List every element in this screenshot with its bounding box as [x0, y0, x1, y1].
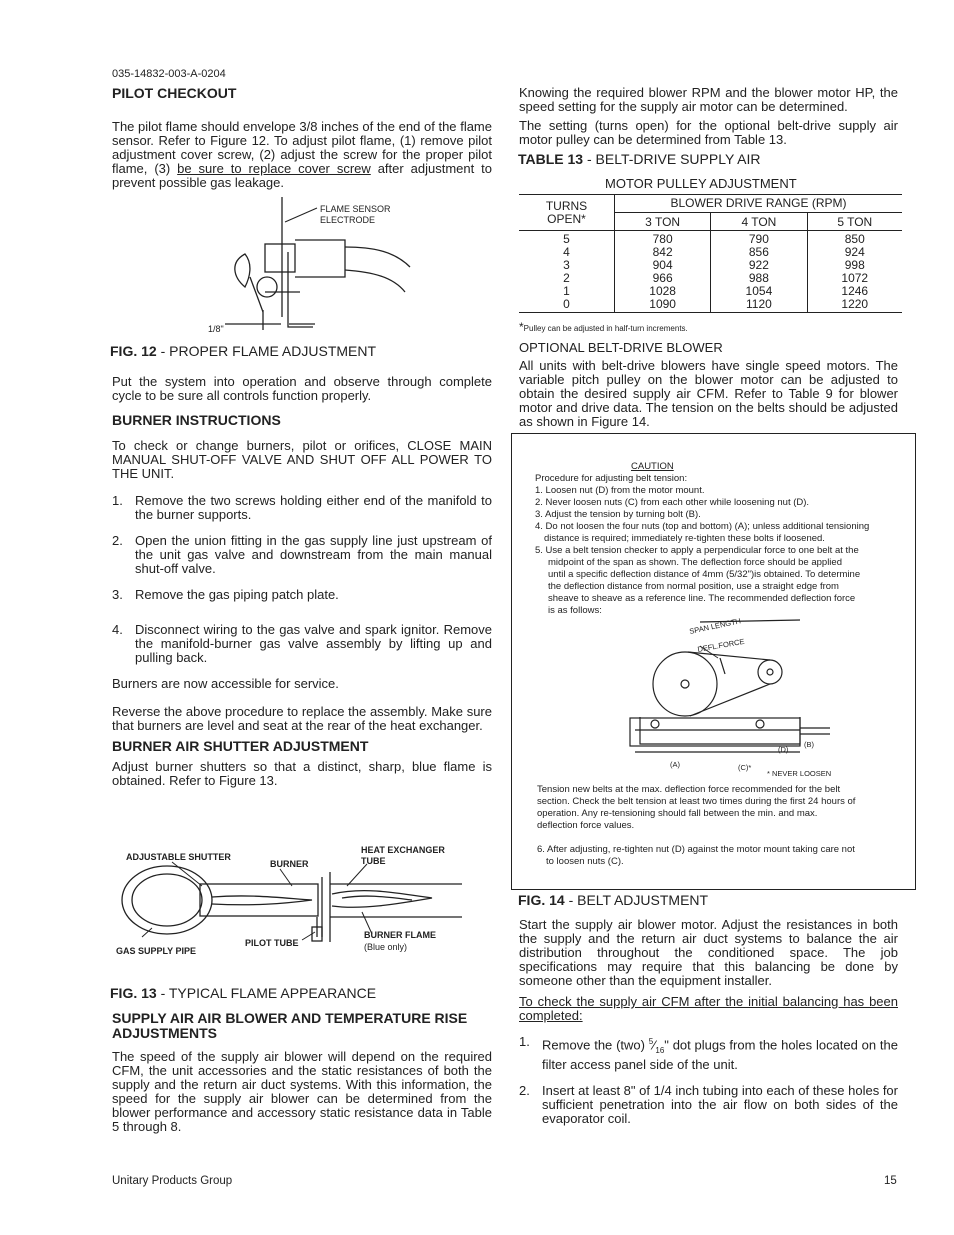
- right-column-optional: [519, 341, 898, 429]
- col-5ton-values: 850 924 998 1072 1246 1220: [807, 231, 902, 313]
- fig14-step: 4. Do not loosen the four nuts (top and bottom) (A); unless additional tensioning: [535, 521, 870, 532]
- optional-paragraph: All units with belt-drive blowers have single speed motors. The variable pitch pulley on the blower motor can be adjusted to obtain the desired supply air CFM. Refer to Table 9 for blower motor and drive data. The tension on the belts should be adjusted as shown in Figure 14.: [519, 358, 898, 429]
- turns-column: 5 4 3 2 1 0: [563, 232, 570, 311]
- fig14-text-top: [535, 461, 905, 617]
- fig12-flame-sensor-diagram: [205, 192, 415, 337]
- pilot-checkout-heading: PILOT CHECKOUT: [112, 85, 237, 101]
- turns-open-header: TURNS OPEN*: [545, 199, 588, 226]
- check-cfm-paragraph: To check the supply air CFM after the initial balancing has been completed:: [519, 994, 898, 1023]
- footer-left: Unitary Products Group: [112, 1175, 233, 1187]
- supply-paragraph: The speed of the supply air blower will depend on the required CFM, the unit accessories and the static resistances of both the supply and the return air duct systems. With this information, the speed for the supply air blower can be determined from the blower performance and accessory static resistance data in Table 5 through 8.: [112, 1049, 492, 1134]
- blower-drive-range-header: BLOWER DRIVE RANGE (RPM): [615, 195, 903, 213]
- fig12-sensor-label: FLAME SENSOR: [320, 204, 391, 214]
- list-item: 3. Remove the gas piping patch plate.: [112, 587, 339, 602]
- list-item: 2. Open the union fitting in the gas supply line just upstream of the unit gas valve and downstream from the main manual shut-off valve.: [112, 533, 492, 576]
- caution-label: CAUTION: [631, 461, 674, 472]
- label-a: (A): [670, 760, 680, 769]
- page-number: 15: [884, 1175, 897, 1187]
- burner-steps-list: [112, 494, 492, 665]
- step6-line: 6. After adjusting, re-tighten nut (D) against the motor mount taking care not: [537, 844, 855, 855]
- left-column: [112, 86, 492, 190]
- fig14-step: the deflection distance from normal position, use a straight edge from: [548, 581, 839, 592]
- fig13-shutter-label: ADJUSTABLE SHUTTER: [126, 852, 231, 862]
- right-column-top: [519, 86, 898, 147]
- left-column-bottom: [112, 1011, 492, 1134]
- knowing-paragraph: Knowing the required blower RPM and the blower motor HP, the speed setting for the supply air motor can be determined.: [519, 85, 898, 114]
- fig13-caption: FIG. 13 - TYPICAL FLAME APPEARANCE: [110, 985, 377, 1001]
- fig14-caption: FIG. 14 - BELT ADJUSTMENT: [518, 892, 709, 908]
- span-length-label: SPAN LENGTH: [688, 616, 742, 636]
- col-header-3ton: 3 TON: [615, 213, 711, 231]
- step6-line: to loosen nuts (C).: [546, 856, 624, 867]
- label-b: (B): [804, 740, 814, 749]
- fig12-electrode-label: ELECTRODE: [320, 215, 376, 225]
- fig14-step: is as follows:: [548, 605, 602, 616]
- table13: [519, 194, 902, 313]
- col-3ton-values: 780 842 904 966 1028 1090: [615, 231, 711, 313]
- supply-air-heading: SUPPLY AIR AIR BLOWER AND TEMPERATURE RISE ADJUSTMENTS: [112, 1010, 468, 1041]
- fig14-text-bottom: [537, 784, 907, 868]
- fig14-step: 2. Never loosen nuts (C) from each other while loosening nut (D).: [535, 497, 810, 508]
- accessible-paragraph: Burners are now accessible for service.: [112, 676, 339, 691]
- table13-caption: TABLE 13 - BELT-DRIVE SUPPLY AIR: [518, 151, 761, 167]
- fig13-burner-flame-label: BURNER FLAME: [364, 930, 436, 940]
- label-c: (C)*: [738, 763, 752, 772]
- setting-paragraph: The setting (turns open) for the optional belt-drive supply air motor pulley can be determined from Table 13.: [519, 118, 898, 147]
- fig14-step: 5. Use a belt tension checker to apply a perpendicular force to one belt at the: [535, 545, 859, 556]
- fig13-blue-only-label: (Blue only): [364, 942, 408, 952]
- label-d: (D): [778, 745, 789, 754]
- list-item: 1. Remove the two screws holding either end of the manifold to the burner supports.: [112, 493, 492, 522]
- fig14-step: until a specific deflection distance of 4mm (5/32")is obtained. To determine: [548, 569, 861, 580]
- tension-line: section. Check the belt tension at least two times during the first 24 hours of: [537, 796, 856, 807]
- fig13-burner-label: BURNER: [270, 859, 309, 869]
- fig13-pilot-tube-label: PILOT TUBE: [245, 938, 299, 948]
- fig12-dimension-label: 1/8": [208, 324, 224, 334]
- col-header-4ton: 4 TON: [711, 213, 807, 231]
- reverse-paragraph: Reverse the above procedure to replace the assembly. Make sure that burners are level and seat at the rear of the heat exchanger.: [112, 704, 492, 733]
- fig12-caption: FIG. 12 - PROPER FLAME ADJUSTMENT: [110, 343, 377, 359]
- doc-number: 035-14832-003-A-0204: [112, 68, 226, 80]
- tension-line: deflection force values.: [537, 820, 635, 831]
- optional-blower-heading: OPTIONAL BELT-DRIVE BLOWER: [519, 340, 723, 355]
- shutter-paragraph: Adjust burner shutters so that a distinct, sharp, blue flame is obtained. Refer to Figure 13.: [112, 759, 492, 788]
- fig14-step: distance is required; immediately re-tighten these bolts if loosened.: [544, 533, 825, 544]
- fig13-heat-exchanger-label: HEAT EXCHANGER: [361, 845, 445, 855]
- fig14-step: midpoint of the span as shown. The deflection force should be applied: [548, 557, 842, 568]
- table13-subcaption: MOTOR PULLEY ADJUSTMENT: [605, 176, 797, 191]
- table13-footnote: *Pulley can be adjusted in half-turn increments.: [519, 320, 688, 334]
- list-item: 2. Insert at least 8" of 1/4 inch tubing into each of these holes for sufficient penetration into the air flow on both sides of the evaporator coil.: [519, 1082, 898, 1126]
- fig14-step: sheave to sheave as a reference line. The recommended deflection force: [548, 593, 856, 604]
- fig13-burner-diagram: [112, 842, 472, 960]
- fig14-belt-diagram: [600, 612, 860, 777]
- right-column-bottom: [519, 918, 898, 1126]
- start-paragraph: Start the supply air blower motor. Adjust the resistances in both the supply and the return air duct systems to balance the air distribution throughout the conditioned space. The job specifications may require that this balancing be done by someone other than the equipment installer.: [519, 917, 898, 988]
- observe-paragraph: Put the system into operation and observe through complete cycle to be sure all controls function properly.: [112, 374, 492, 403]
- col-4ton-values: 790 856 922 988 1054 1120: [711, 231, 807, 313]
- fig14-intro: Procedure for adjusting belt tension:: [535, 473, 688, 484]
- fig13-gas-supply-label: GAS SUPPLY PIPE: [116, 946, 197, 956]
- defl-force-label: DEFL.FORCE: [696, 636, 746, 654]
- tension-line: operation. Any re-tensioning should fall between the min. and max.: [537, 808, 818, 819]
- fig13-tube-label: TUBE: [361, 856, 386, 866]
- fig14-step: 1. Loosen nut (D) from the motor mount.: [535, 485, 705, 496]
- burner-instructions-heading: BURNER INSTRUCTIONS: [112, 412, 281, 428]
- burner-paragraph: To check or change burners, pilot or orifices, CLOSE MAIN MANUAL SHUT-OFF VALVE AND SHUT OFF ALL POWER TO THE UNIT.: [112, 438, 492, 481]
- col-header-5ton: 5 TON: [807, 213, 902, 231]
- list-item: 1. Remove the (two) $^5⁄_{16}$" dot plugs from the holes located on the filter access panel side of the unit.: [519, 1034, 898, 1072]
- cfm-steps-list: [519, 1035, 898, 1126]
- list-item: 4. Disconnect wiring to the gas valve and spark ignitor. Remove the manifold-burner gas valve assembly by lifting up and pulling back.: [112, 622, 492, 665]
- pilot-paragraph: The pilot flame should envelope 3/8 inches of the end of the flame sensor. Refer to Figure 12. To adjust pilot flame, (1) remove pilot adjustment cover screw, (2) adjust the screw for the proper pilot flame, (3) be sure to replace cover screw after adjustment to prevent possible gas leakage.: [112, 119, 492, 190]
- tension-line: Tension new belts at the max. deflection force recommended for the belt: [537, 784, 841, 795]
- air-shutter-heading: BURNER AIR SHUTTER ADJUSTMENT: [112, 738, 369, 754]
- never-loosen-label: * NEVER LOOSEN: [767, 769, 832, 777]
- left-column-mid: [112, 375, 492, 788]
- fig14-step: 3. Adjust the tension by turning bolt (B).: [535, 509, 701, 520]
